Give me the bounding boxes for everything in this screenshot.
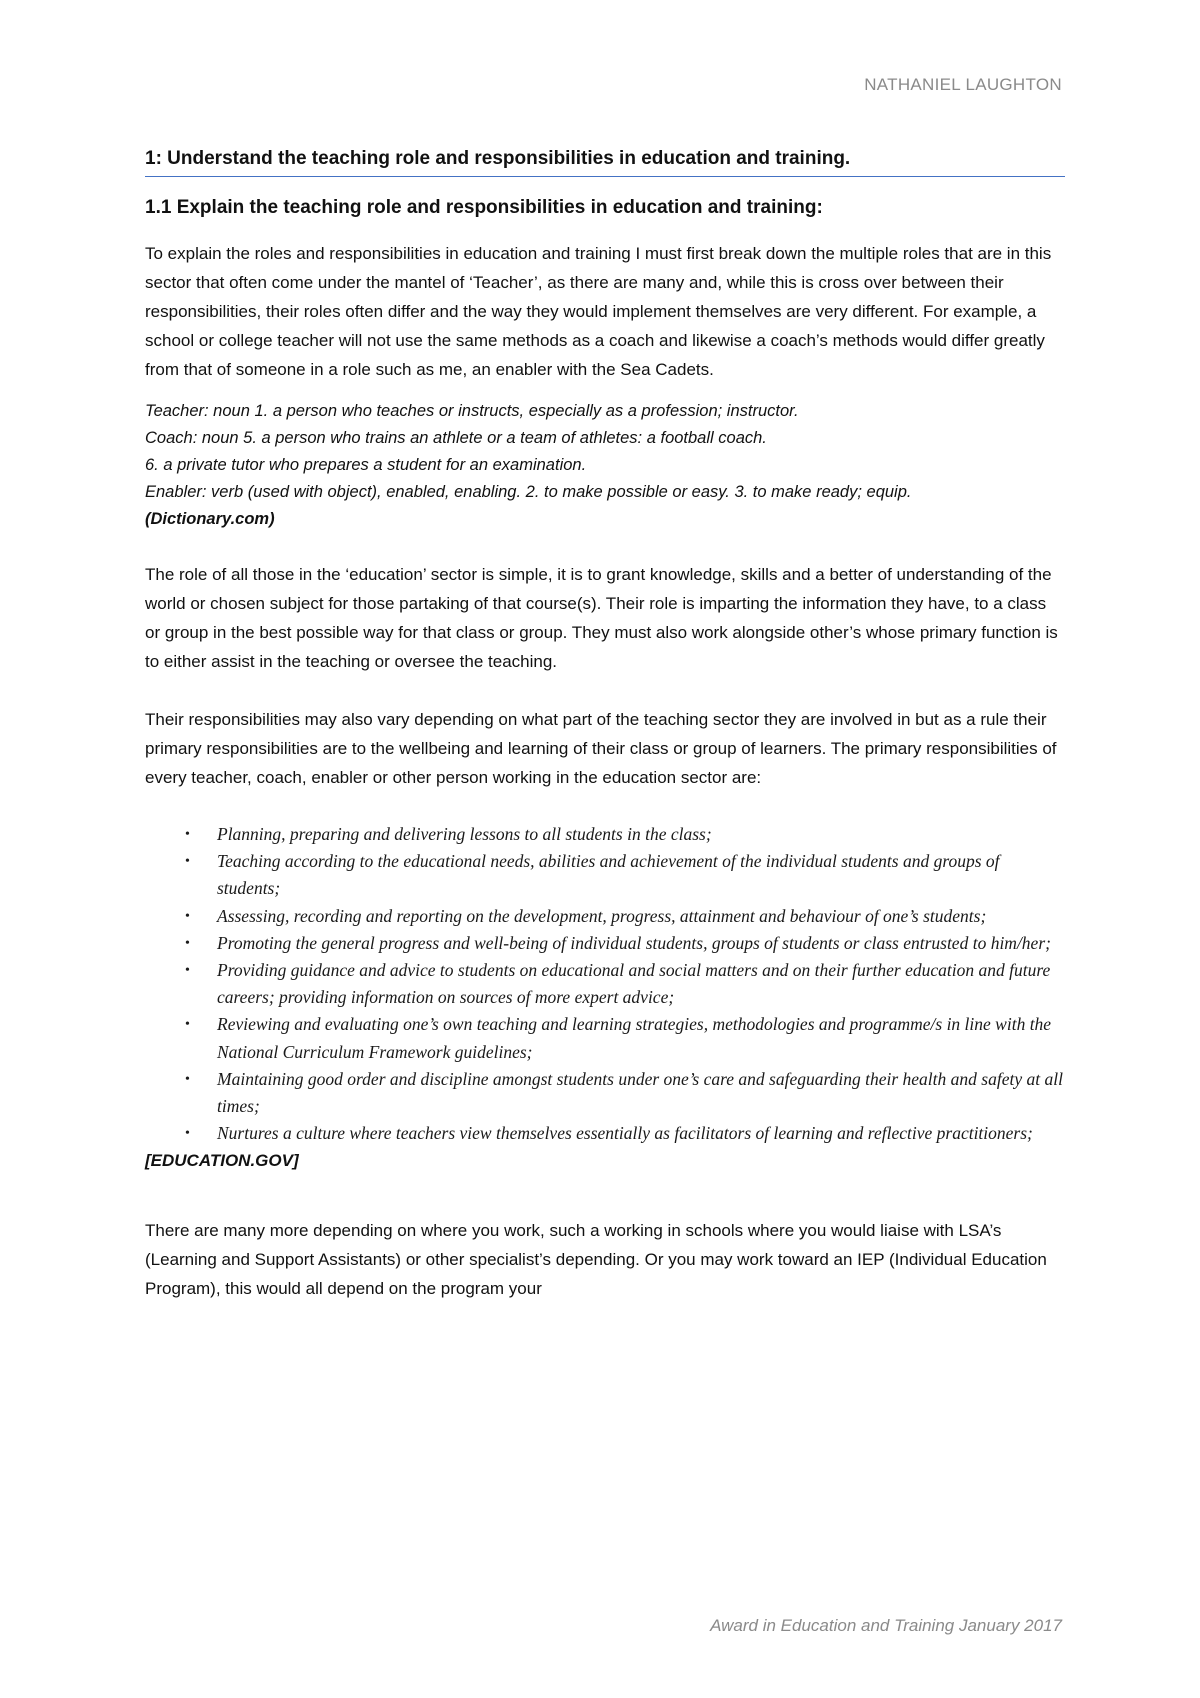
bullet-icon: • [185, 1017, 190, 1033]
role-paragraph: The role of all those in the ‘education’ sector is simple, it is to grant knowledge, skills and a better of understanding of the world or chosen subject for those partaking of that course(s). Their role is imparting the information they have, to a class or group in the best possible way for that class or group. They must also work alongside other’s whose primary function is to either assist in the teaching or oversee the teaching. [145, 565, 1058, 671]
list-item-text: Teaching according to the educational needs, abilities and achievement of the individual students and groups of students; [217, 851, 1000, 899]
bullet-icon: • [185, 935, 190, 951]
list-item [185, 1066, 1065, 1120]
list-item [185, 848, 1065, 902]
main-heading: 1: Understand the teaching role and responsibilities in education and training. [145, 148, 1065, 177]
list-item [185, 1120, 1065, 1147]
list-item [185, 903, 1065, 930]
responsibilities-paragraph: Their responsibilities may also vary depending on what part of the teaching sector they are involved in but as a rule their primary responsibilities are to the wellbeing and learning of their class or group of learners. The primary responsibilities of every teacher, coach, enabler or other person working in the education sector are: [145, 710, 1057, 787]
definitions-source: (Dictionary.com) [145, 510, 275, 528]
definitions-block [145, 398, 1065, 533]
list-item-text: Reviewing and evaluating one’s own teaching and learning strategies, methodologies and programme/s in line with the National Curriculum Framework guidelines; [217, 1014, 1052, 1062]
list-item-text: Nurtures a culture where teachers view themselves essentially as facilitators of learning and reflective practitioners; [217, 1123, 1033, 1144]
definition-coach-6: 6. a private tutor who prepares a student for an examination. [145, 456, 587, 474]
responsibilities-list [145, 821, 1065, 1147]
definition-coach: Coach: noun 5. a person who trains an athlete or a team of athletes: a football coach. [145, 429, 767, 447]
list-source: [EDUCATION.GOV] [145, 1151, 299, 1171]
list-item-text: Promoting the general progress and well-being of individual students, groups of students or class entrusted to him/her; [217, 932, 1051, 953]
definition-teacher: Teacher: noun 1. a person who teaches or instructs, especially as a profession; instructor. [145, 402, 799, 420]
list-item [185, 930, 1065, 957]
bullet-icon: • [185, 854, 190, 870]
list-item-text: Planning, preparing and delivering lessons to all students in the class; [217, 824, 712, 844]
list-item [185, 1011, 1065, 1065]
sub-heading: 1.1 Explain the teaching role and responsibilities in education and training: [145, 197, 823, 218]
list-item-text: Maintaining good order and discipline amongst students under one’s care and safeguarding their health and safety at all times; [217, 1068, 1063, 1117]
definition-enabler: Enabler: verb (used with object), enabled, enabling. 2. to make possible or easy. 3. to make ready; equip. [145, 483, 912, 501]
bullet-icon: • [185, 827, 190, 842]
more-paragraph: There are many more depending on where you work, such a working in schools where you would liaise with LSA’s (Learning and Support Assistants) or other specialist’s depending. Or you may work toward an IEP (Individual Education Program), this would all depend on the program your [145, 1221, 1047, 1299]
list-item [185, 957, 1065, 1011]
bullet-icon: • [185, 908, 190, 924]
intro-paragraph: To explain the roles and responsibilities in education and training I must first break down the multiple roles that are in this sector that often come under the mantel of ‘Teacher’, as there are many and, while this is cross over between their responsibilities, their roles often differ and the way they would implement themselves are very different. For example, a school or college teacher will not use the same methods as a coach and likewise a coach’s methods would differ greatly from that of someone in a role such as me, an enabler with the Sea Cadets. [145, 244, 1052, 379]
bullet-icon: • [185, 1071, 190, 1087]
bullet-icon: • [185, 963, 190, 979]
list-item-text: Providing guidance and advice to students on educational and social matters and on their further education and future careers; providing information on sources of more expert advice; [217, 960, 1051, 1008]
footer-course-title: Award in Education and Training January 2017 [710, 1616, 1062, 1635]
header-author-name: NATHANIEL LAUGHTON [864, 75, 1062, 94]
list-item [185, 821, 1065, 848]
document-body [145, 148, 1065, 1303]
list-item-text: Assessing, recording and reporting on the development, progress, attainment and behaviour of one’s students; [217, 905, 987, 926]
bullet-icon: • [185, 1126, 190, 1142]
